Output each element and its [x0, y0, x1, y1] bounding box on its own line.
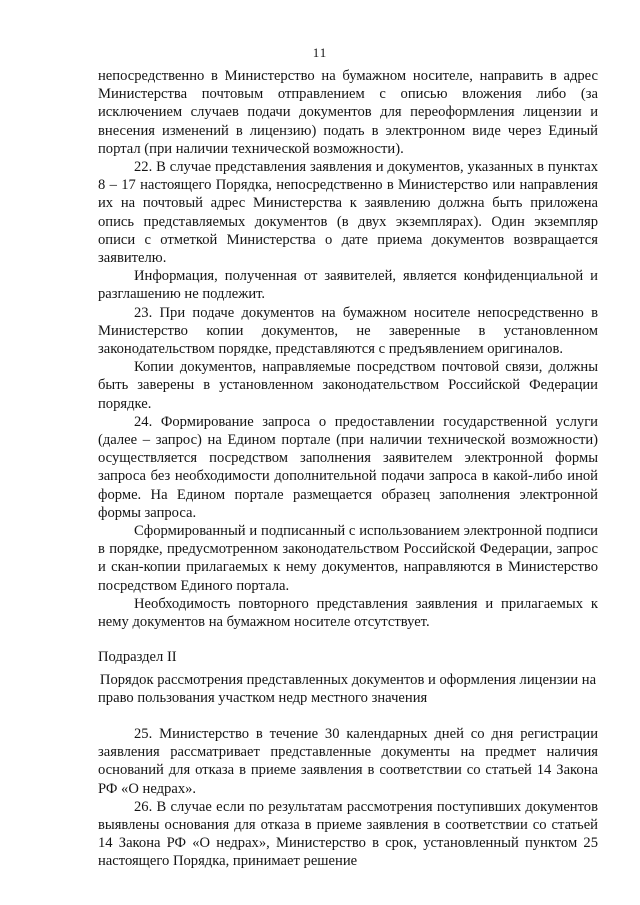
paragraph-25: 25. Министерство в течение 30 календарных дней со дня регистрации заявления рассматривает представленные документы на предмет наличия оснований для отказа в приеме заявления в соответствии со статьей 14 Закона РФ «О недрах».	[98, 725, 598, 797]
paragraph-26: 26. В случае если по результатам рассмотрения поступивших документов выявлены основания для отказа в приеме заявления в соответствии со статьей 14 Закона РФ «О недрах», Министерство в срок, установленный пунктом 25 настоящего Порядка, принимает решение	[98, 798, 598, 870]
page-number: 11	[312, 45, 328, 60]
paragraph-no-repeat: Необходимость повторного представления заявления и прилагаемых к нему документов на бумажном носителе отсутствует.	[98, 595, 598, 631]
document-body	[98, 67, 598, 871]
paragraph-signed-request: Сформированный и подписанный с использованием электронной подписи в порядке, предусмотренном законодательством Российской Федерации, запрос и скан-копии прилагаемых к нему документов, направляются в Министерство посредством Единого портала.	[98, 523, 598, 594]
paragraph-22: 22. В случае представления заявления и документов, указанных в пунктах 8 – 17 настоящего Порядка, непосредственно в Министерство или направления их на почтовый адрес Министерства к заявлению должна быть приложена опись представляемых документов (в двух экземплярах). Один экземпляр описи с отметкой Министерства о дате приема документов возвращается заявителю.	[98, 159, 598, 267]
paragraph-continuation: непосредственно в Министерство на бумажном носителе, направить в адрес Министерства почтовым отправлением с описью вложения либо (за исключением случаев подачи документов для переоформления лицензии и внесения изменений в лицензию) подать в электронном виде через Единый портал (при наличии технической возможности).	[98, 68, 598, 157]
paragraph-confidential: Информация, полученная от заявителей, является конфиденциальной и разглашению не подлежит.	[98, 268, 598, 303]
subsection-title: Подраздел II	[98, 649, 177, 666]
subsection-header	[98, 648, 598, 707]
paragraph-24: 24. Формирование запроса о предоставлении государственной услуги (далее – запрос) на Едином портале (при наличии технической возможности) осуществляется посредством заполнения заявителем электронной формы запроса без необходимости дополнительной подачи запроса в какой-либо иной форме. На Едином портале размещается образец заполнения электронной формы запроса.	[98, 413, 598, 521]
subsection-heading: Порядок рассмотрения представленных документов и оформления лицензии на право пользования участком недр местного значения	[98, 671, 597, 706]
paragraph-copies: Копии документов, направляемые посредством почтовой связи, должны быть заверены в установленном законодательством Российской Федерации порядке.	[98, 359, 598, 412]
paragraph-23: 23. При подаче документов на бумажном носителе непосредственно в Министерство копии документов, не заверенные в установленном законодательством порядке, представляются с предъявлением оригиналов.	[98, 304, 598, 358]
